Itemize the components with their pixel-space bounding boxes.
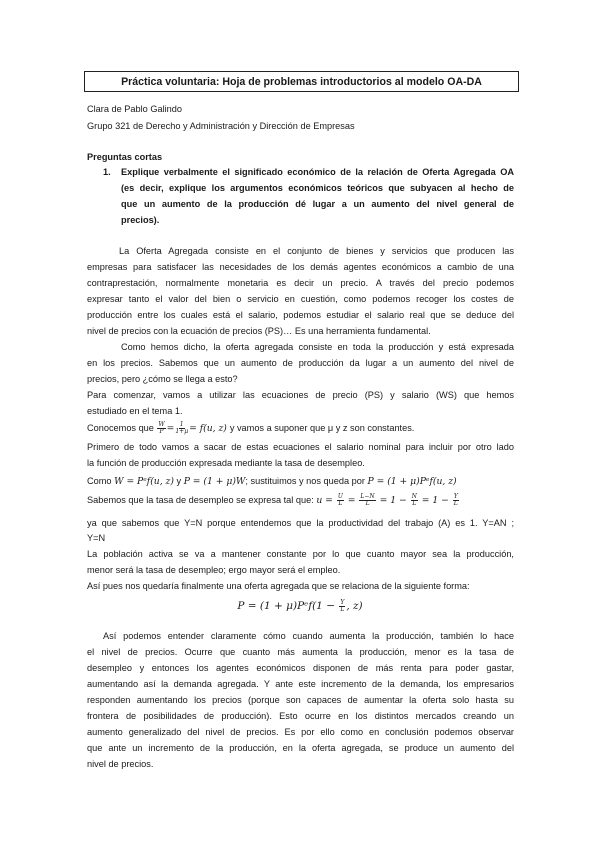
para3-line: Primero de todo vamos a sacar de estas ecuaciones el salario nominal para incluir por otro lado [87, 442, 514, 452]
para5-line: desempleo y entonces los agentes económicos disponen de más renta para poder gastar, [87, 663, 514, 673]
para3-line: la función de producción expresada mediante la tasa de desempleo. [87, 458, 365, 468]
ps-text-pre: Conocemos que [87, 423, 154, 433]
group-line: Grupo 321 de Derecho y Administración y Dirección de Empresas [87, 121, 355, 131]
para1-line: producción entre los cuales está el salario, podemos estudiar el salario real que se deduce del [87, 310, 514, 320]
author-name: Clara de Pablo Galindo [87, 104, 182, 114]
document-title: Práctica voluntaria: Hoja de problemas introductorios al modelo OA-DA [84, 71, 519, 92]
para5-line: el nivel de precios. Ocurre que cuanto más aumenta la producción, menor es la tasa de [87, 647, 514, 657]
para4-line: Y=N [87, 533, 106, 543]
para5-line: aumentando así la demanda agregada. Y ante este incremento de la demanda, los empresarios [87, 679, 514, 689]
para5-line: aumento generalizado del nivel de precios. Es por ello como en conclusión podemos observar [87, 727, 514, 737]
ps-text-post: y vamos a suponer que μ y z son constantes. [229, 423, 415, 433]
para1-line: La Oferta Agregada consiste en el conjunto de bienes y servicios que producen las [119, 246, 514, 256]
question-line: que un aumento de la producción dé lugar a un aumento del nivel general de [121, 199, 514, 209]
para2-line: Para comenzar, vamos a utilizar las ecuaciones de precio (PS) y salario (WS) que hemos [87, 390, 514, 400]
para5-line: responden aumentando los precios (porque son capaces de aumentar la oferta solo hasta su [87, 695, 514, 705]
question-line: (es decir, explique los argumentos económicos teóricos que subyacen al hecho de [121, 183, 514, 193]
para2-line: en los precios. Sabemos que un aumento de producción da lugar a un aumento del nivel de [87, 358, 514, 368]
substitution-line [87, 474, 457, 488]
para4-line: La población activa se va a mantener constante por lo que cuanto mayor sea la producción, [87, 549, 514, 559]
para4-line: ya que sabemos que Y=N porque entendemos que la productividad del trabajo (A) es 1. Y=AN ; [87, 518, 514, 528]
para2-line: Como hemos dicho, la oferta agregada consiste en toda la producción y está expresada [121, 342, 514, 352]
para2-line: estudiado en el tema 1. [87, 406, 183, 416]
para4-line: menor será la tasa de desempleo; ergo mayor será el empleo. [87, 565, 341, 575]
para5-line: Así podemos entender claramente cómo cuando aumenta la producción, también lo hace [103, 631, 514, 641]
unemployment-equation: u = $\frac{U}{L}$ = $\frac{L-N}{L}$ = 1 − $\frac{N}{L}$ = 1 − $\frac{Y}{L}$ [316, 493, 458, 507]
para2-line: precios, pero ¿cómo se llega a esto? [87, 374, 238, 384]
ps-equation-line [87, 419, 414, 437]
question-line: Explique verbalmente el significado económico de la relación de Oferta Agregada OA [121, 167, 514, 177]
para4-line: Así pues nos quedaría finalmente una oferta agregada que se relaciona de la siguiente forma: [87, 581, 470, 591]
como-pre: Como [87, 476, 112, 486]
w-equation: W = Pᵉf(u, z) [114, 476, 174, 487]
para5-line: que ante un incremento de la producción, en la oferta agregada, se produce un aumento del [87, 743, 514, 753]
unemployment-line [87, 490, 460, 510]
question-number: 1. [103, 167, 111, 177]
ps-equation: $\frac{W}{P}$ = $\frac{1}{1+\mu}$ = f(u, z) [158, 421, 227, 435]
question-line: precios). [121, 215, 160, 225]
para1-line: empresas para satisfacer las necesidades de los demás agentes económicos a cambio de una [87, 262, 514, 272]
final-aggregate-supply-equation: P = (1 + μ)Pᵉf(1 − $\frac{Y}{L}$ , z) [237, 598, 363, 613]
sabemos-pre: Sabemos que la tasa de desempleo se expresa tal que: [87, 495, 314, 505]
para5-line: frontera de posibilidades de producción). Esto ocurre en los distintos mercados creando un [87, 711, 514, 721]
p-final-equation: P = (1 + μ)Pᵉf(u, z) [367, 476, 457, 487]
para5-line: nivel de precios. [87, 759, 154, 769]
section-heading: Preguntas cortas [87, 152, 163, 162]
para1-line: nivel de precios con la ecuación de precios (PS)… Es una herramienta fundamental. [87, 326, 431, 336]
como-mid2: ; sustituimos y nos queda por [245, 476, 365, 486]
como-mid: y [176, 476, 182, 486]
para1-line: expresar tanto el valor del bien o servicio en cuestión, como podemos recoger los costes de [87, 294, 514, 304]
p-equation: P = (1 + μ)W [183, 476, 246, 487]
para1-line: contraprestación, normalmente monetaria es decir un precio. A través del precio podemos [87, 278, 514, 288]
